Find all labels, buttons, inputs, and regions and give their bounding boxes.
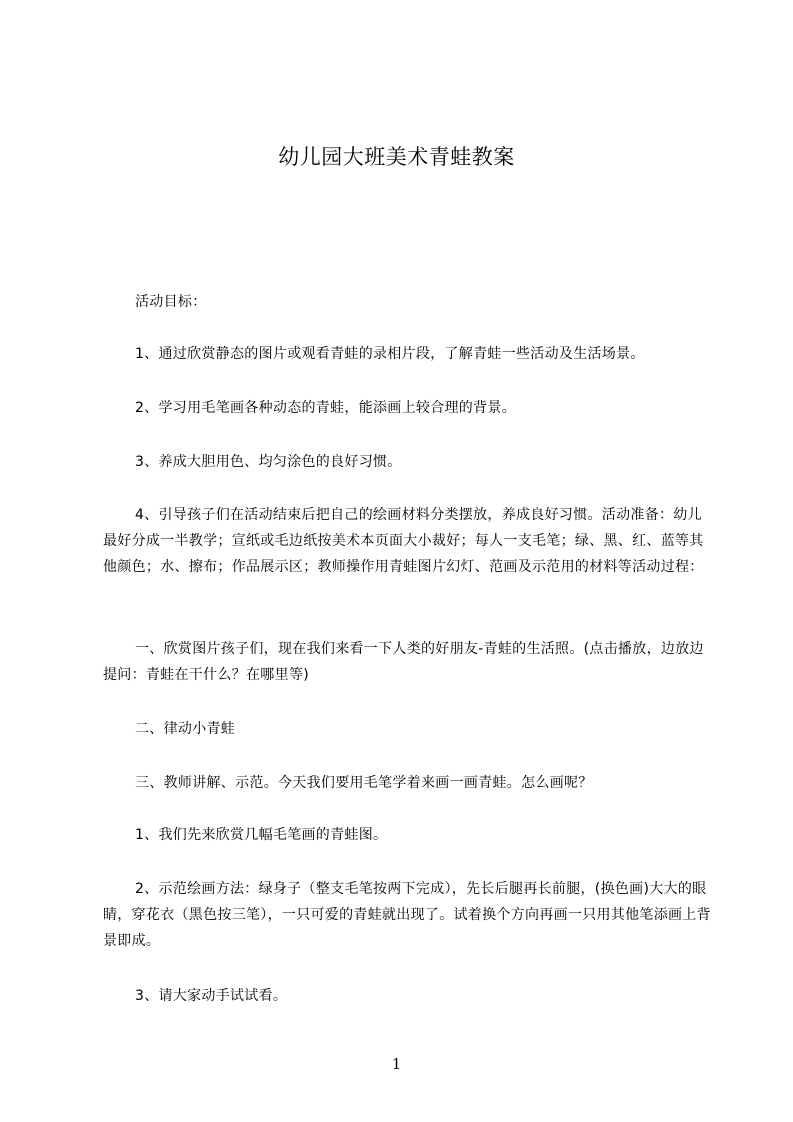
paragraph-objective-1: 1、通过欣赏静态的图片或观看青蛙的录相片段，了解青蛙一些活动及生活场景。 [135, 346, 645, 362]
paragraph-objectives-heading: 活动目标： [135, 294, 207, 310]
page-number: 1 [391, 1055, 402, 1073]
paragraph-objective-4-preparation: 4、引导孩子们在活动结束后把自己的绘画材料分类摆放，养成良好习惯。活动准备：幼儿最好分成一半教学；宣纸或毛边纸按美术本页面大小裁好；每人一支毛笔；绿、黑、红、蓝等其他颜色；水、擦布；作品展示区；教师操作用青蛙图片幻灯、范画及示范用的材料等活动过程： [103, 507, 704, 575]
paragraph-step-2: 二、律动小青蛙 [135, 721, 236, 737]
paragraph-objective-2: 2、学习用毛笔画各种动态的青蛙，能添画上较合理的背景。 [135, 400, 517, 416]
paragraph-step-3: 三、教师讲解、示范。今天我们要用毛笔学着来画一画青蛙。怎么画呢？ [135, 775, 593, 791]
paragraph-objective-3: 3、养成大胆用色、均匀涂色的良好习惯。 [135, 454, 402, 470]
paragraph-step-3-3: 3、请大家动手试试看。 [135, 988, 288, 1004]
page-title: 幼儿园大班美术青蛙教案 [278, 145, 515, 169]
paragraph-step-3-1: 1、我们先来欣赏几幅毛笔画的青蛙图。 [135, 827, 388, 843]
paragraph-step-1: 一、欣赏图片孩子们，现在我们来看一下人类的好朋友-青蛙的生活照。(点击播放，边放边提问：青蛙在干什么？在哪里等) [103, 641, 704, 683]
paragraph-step-3-2: 2、示范绘画方法：绿身子（整支毛笔按两下完成），先长后腿再长前腿，(换色画)大大的眼睛，穿花衣（黑色按三笔），一只可爱的青蛙就出现了。试着换个方向再画一只用其他笔添画上背景即成。 [103, 881, 711, 949]
